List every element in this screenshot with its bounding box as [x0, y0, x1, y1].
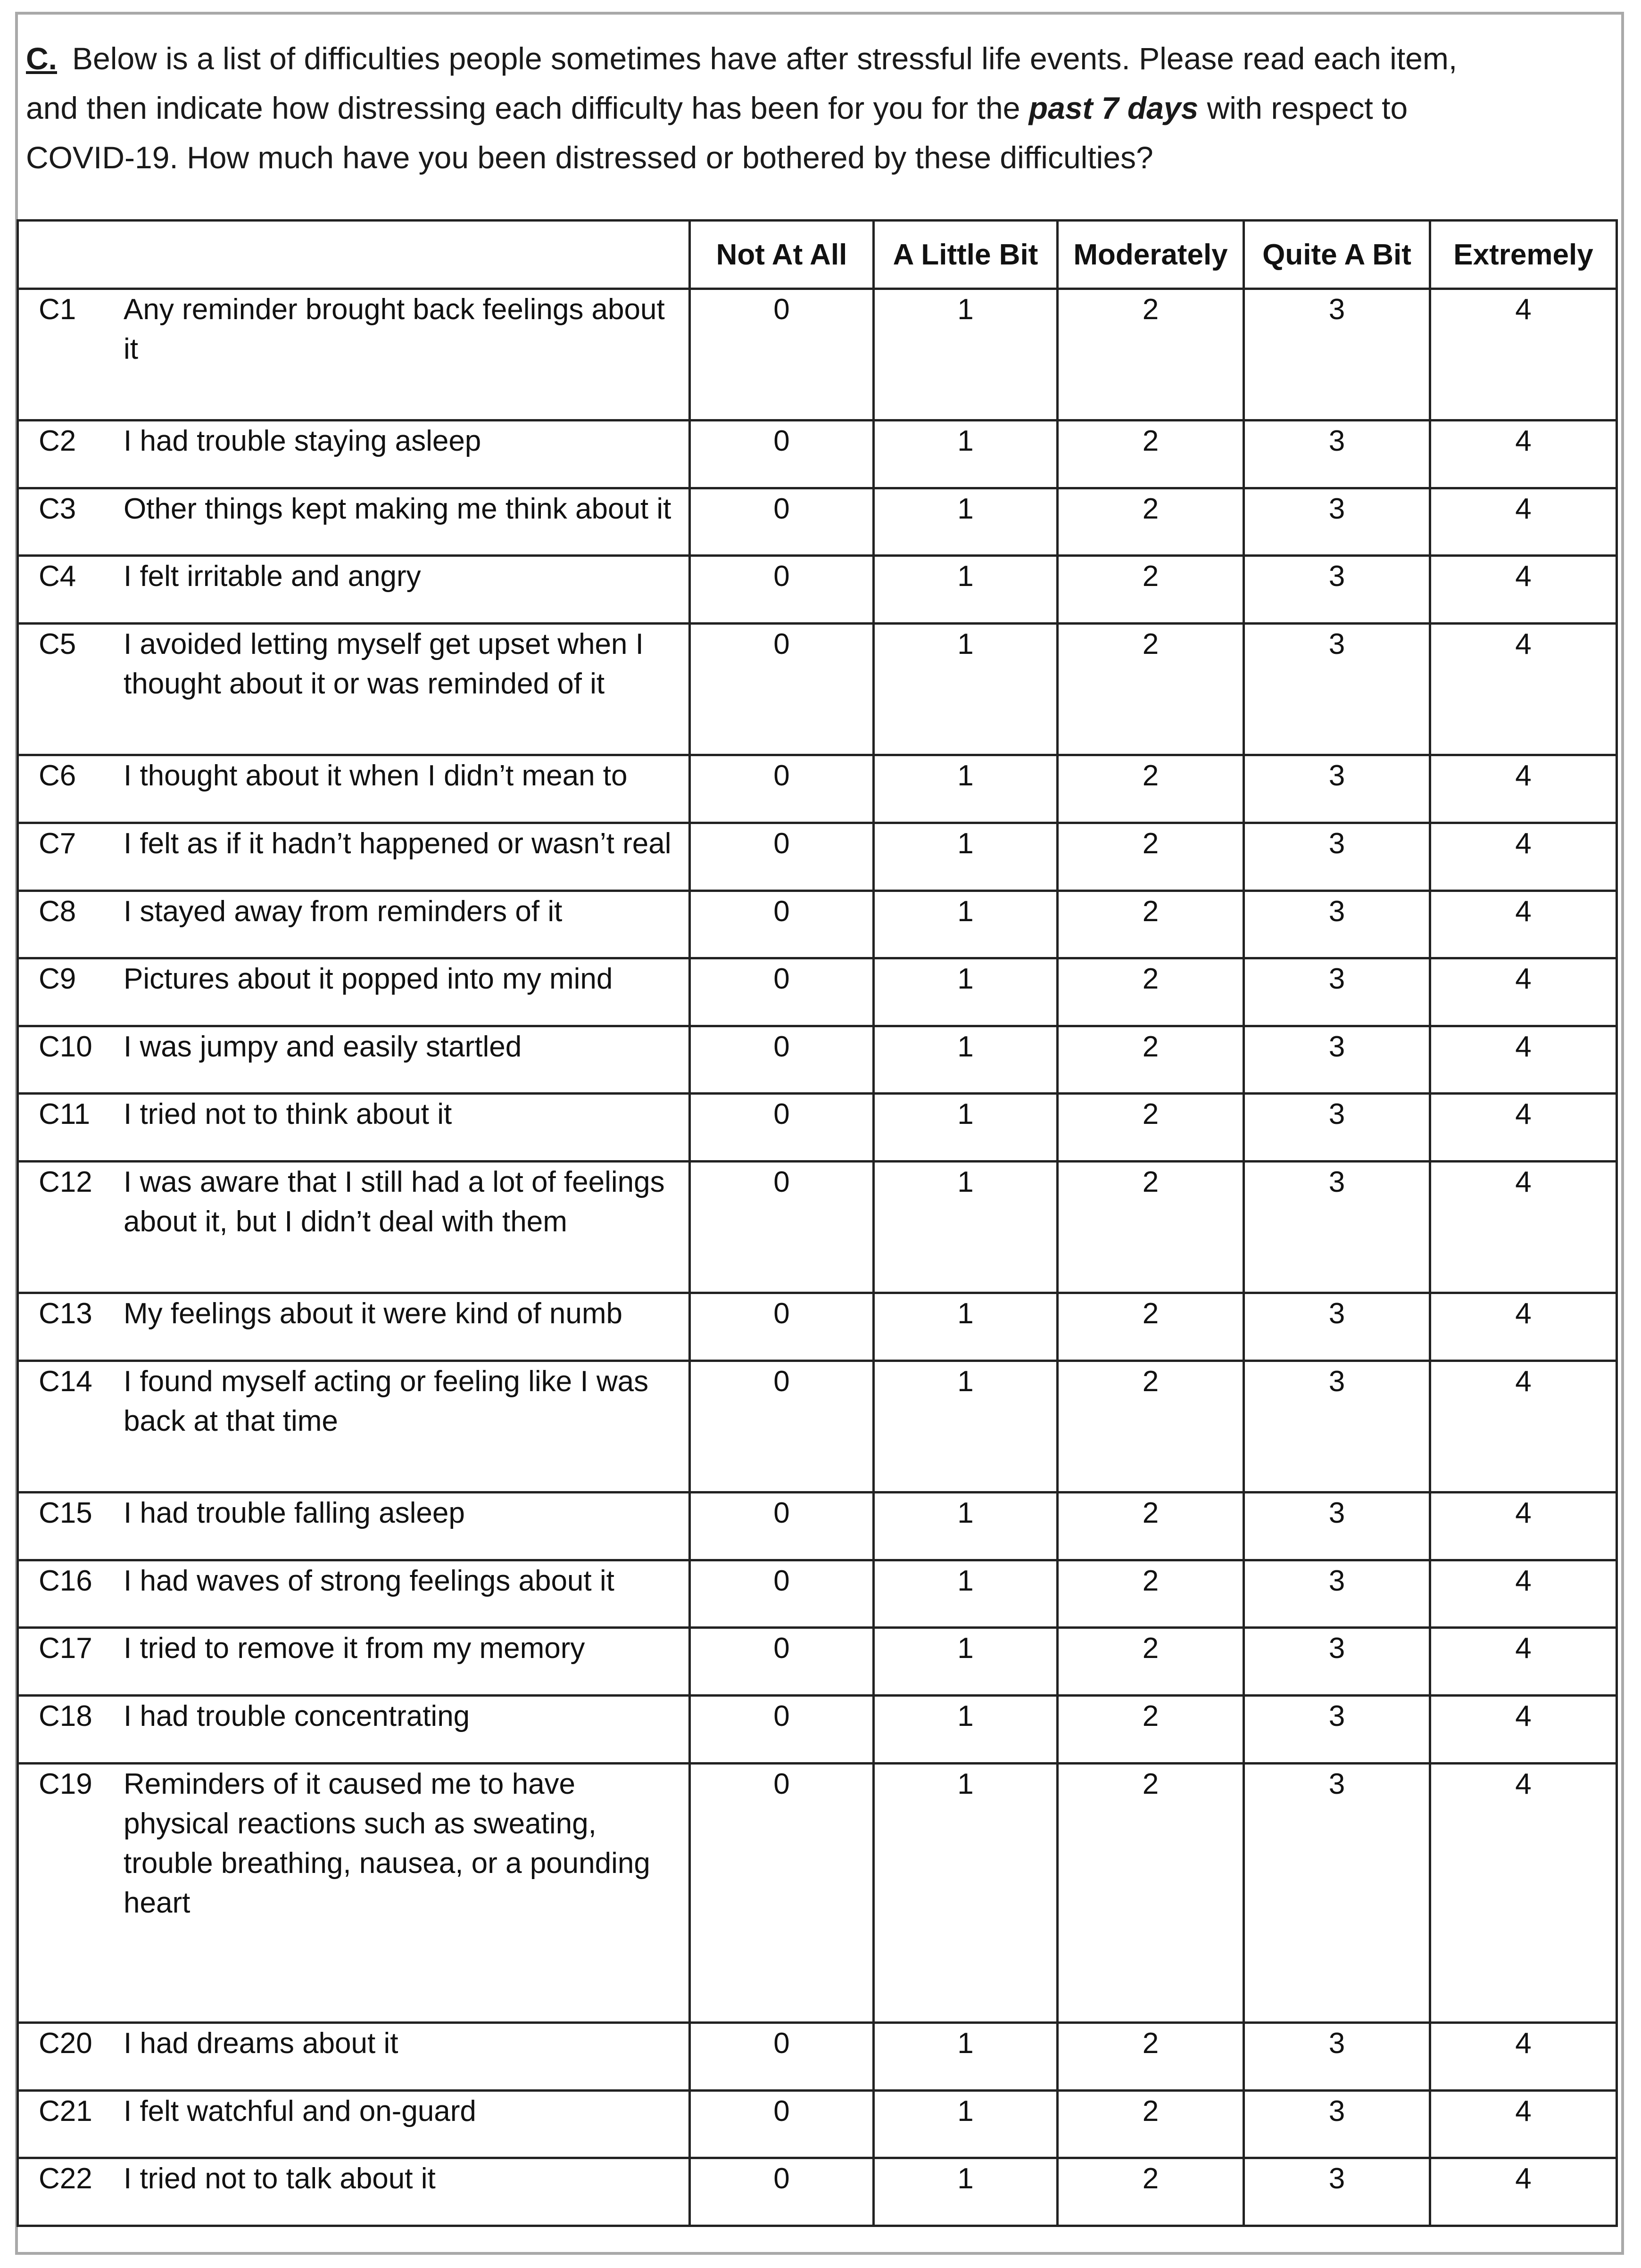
rating-option-not-at-all[interactable]: 0 — [690, 624, 874, 755]
column-header-a-little-bit: A Little Bit — [874, 221, 1058, 289]
table-row — [18, 1361, 1617, 1492]
item-text: I tried not to think about it — [124, 1098, 452, 1131]
item-text: I tried not to talk about it — [124, 2162, 436, 2195]
rating-option-quite-a-bit[interactable]: 3 — [1244, 1493, 1430, 1560]
rating-option-quite-a-bit[interactable]: 3 — [1244, 1695, 1430, 1763]
item-text: I tried to remove it from my memory — [124, 1632, 585, 1665]
rating-option-not-at-all[interactable]: 0 — [690, 1026, 874, 1094]
item-cell — [18, 1763, 690, 2022]
table-row — [18, 1560, 1617, 1628]
rating-option-quite-a-bit[interactable]: 3 — [1244, 2090, 1430, 2158]
rating-option-quite-a-bit[interactable]: 3 — [1244, 891, 1430, 958]
item-code: C19 — [39, 1767, 92, 1800]
rating-option-moderately[interactable]: 2 — [1058, 1361, 1244, 1492]
rating-option-moderately[interactable]: 2 — [1058, 488, 1244, 556]
rating-option-quite-a-bit[interactable]: 3 — [1244, 1763, 1430, 2022]
rating-option-a-little-bit[interactable]: 1 — [874, 1361, 1058, 1492]
rating-option-quite-a-bit[interactable]: 3 — [1244, 1560, 1430, 1628]
rating-option-a-little-bit[interactable]: 1 — [874, 823, 1058, 891]
rating-option-extremely[interactable]: 4 — [1430, 1763, 1617, 2022]
table-row — [18, 421, 1617, 488]
section-label: C. — [26, 41, 57, 76]
item-code: C11 — [39, 1098, 91, 1131]
item-text: I thought about it when I didn’t mean to — [124, 759, 628, 792]
item-text: I was aware that I still had a lot of feelings about it, but I didn’t deal with them — [124, 1166, 665, 1238]
rating-option-quite-a-bit[interactable]: 3 — [1244, 1361, 1430, 1492]
rating-option-a-little-bit[interactable]: 1 — [874, 1560, 1058, 1628]
table-row — [18, 755, 1617, 823]
rating-option-not-at-all[interactable]: 0 — [690, 2090, 874, 2158]
rating-option-moderately[interactable]: 2 — [1058, 823, 1244, 891]
rating-option-quite-a-bit[interactable]: 3 — [1244, 1628, 1430, 1696]
rating-table — [17, 219, 1618, 2227]
table-row — [18, 2022, 1617, 2090]
rating-option-extremely[interactable]: 4 — [1430, 624, 1617, 755]
rating-option-a-little-bit[interactable]: 1 — [874, 1763, 1058, 2022]
item-text: My feelings about it were kind of numb — [124, 1297, 622, 1330]
rating-option-quite-a-bit[interactable]: 3 — [1244, 2158, 1430, 2226]
item-cell — [18, 2158, 690, 2226]
table-row — [18, 1763, 1617, 2022]
item-text: I had trouble concentrating — [124, 1699, 470, 1732]
item-cell — [18, 2090, 690, 2158]
instructions — [26, 34, 1478, 182]
instructions-text-start: Below is a list of difficulties people sometimes have after stressful life events. Please read each item, and then indicate how distressing each difficulty has been for you for the — [26, 41, 1458, 125]
rating-option-not-at-all[interactable]: 0 — [690, 289, 874, 421]
item-cell — [18, 624, 690, 755]
rating-option-extremely[interactable]: 4 — [1430, 1361, 1617, 1492]
item-code: C17 — [39, 1632, 92, 1665]
item-text: Other things kept making me think about it — [124, 492, 671, 525]
item-code: C15 — [39, 1497, 92, 1530]
rating-option-moderately[interactable]: 2 — [1058, 1493, 1244, 1560]
table-row — [18, 2090, 1617, 2158]
table-row — [18, 1026, 1617, 1094]
item-cell — [18, 891, 690, 958]
item-cell — [18, 1361, 690, 1492]
rating-option-a-little-bit[interactable]: 1 — [874, 755, 1058, 823]
rating-option-quite-a-bit[interactable]: 3 — [1244, 624, 1430, 755]
table-row — [18, 624, 1617, 755]
table-row — [18, 556, 1617, 624]
rating-option-moderately[interactable]: 2 — [1058, 1026, 1244, 1094]
column-header-moderately: Moderately — [1058, 221, 1244, 289]
rating-option-a-little-bit[interactable]: 1 — [874, 2090, 1058, 2158]
item-cell — [18, 1493, 690, 1560]
item-code: C13 — [39, 1297, 92, 1330]
rating-option-quite-a-bit[interactable]: 3 — [1244, 755, 1430, 823]
rating-option-not-at-all[interactable]: 0 — [690, 2158, 874, 2226]
item-cell — [18, 1560, 690, 1628]
rating-option-not-at-all[interactable]: 0 — [690, 1763, 874, 2022]
rating-option-not-at-all[interactable]: 0 — [690, 823, 874, 891]
rating-option-not-at-all[interactable]: 0 — [690, 958, 874, 1026]
item-text: I had waves of strong feelings about it — [124, 1564, 614, 1597]
item-cell — [18, 488, 690, 556]
table-row — [18, 1628, 1617, 1696]
item-text: I had dreams about it — [124, 2027, 398, 2060]
item-code: C22 — [39, 2162, 92, 2195]
rating-option-moderately[interactable]: 2 — [1058, 1560, 1244, 1628]
rating-option-extremely[interactable]: 4 — [1430, 2022, 1617, 2090]
table-row — [18, 289, 1617, 421]
item-code: C7 — [39, 827, 76, 860]
item-cell — [18, 1026, 690, 1094]
item-cell — [18, 1094, 690, 1162]
rating-option-quite-a-bit[interactable]: 3 — [1244, 1094, 1430, 1162]
item-cell — [18, 1162, 690, 1293]
item-code: C9 — [39, 963, 76, 996]
item-cell — [18, 421, 690, 488]
rating-option-a-little-bit[interactable]: 1 — [874, 289, 1058, 421]
table-row — [18, 1094, 1617, 1162]
rating-option-moderately[interactable]: 2 — [1058, 1094, 1244, 1162]
item-text: I found myself acting or feeling like I was back at that time — [124, 1365, 649, 1437]
column-header-quite-a-bit: Quite A Bit — [1244, 221, 1430, 289]
rating-option-extremely[interactable]: 4 — [1430, 1493, 1617, 1560]
item-text: I felt watchful and on-guard — [124, 2095, 476, 2128]
rating-option-moderately[interactable]: 2 — [1058, 958, 1244, 1026]
item-cell — [18, 289, 690, 421]
item-code: C3 — [39, 492, 76, 525]
rating-option-extremely[interactable]: 4 — [1430, 2158, 1617, 2226]
column-header-extremely: Extremely — [1430, 221, 1617, 289]
rating-option-extremely[interactable]: 4 — [1430, 2090, 1617, 2158]
item-cell — [18, 823, 690, 891]
item-code: C16 — [39, 1564, 92, 1597]
column-header-not-at-all: Not At All — [690, 221, 874, 289]
rating-option-extremely[interactable]: 4 — [1430, 1695, 1617, 1763]
rating-option-moderately[interactable]: 2 — [1058, 1162, 1244, 1293]
rating-option-extremely[interactable]: 4 — [1430, 1560, 1617, 1628]
rating-option-quite-a-bit[interactable]: 3 — [1244, 823, 1430, 891]
rating-option-quite-a-bit[interactable]: 3 — [1244, 556, 1430, 624]
rating-option-not-at-all[interactable]: 0 — [690, 1094, 874, 1162]
rating-option-moderately[interactable]: 2 — [1058, 755, 1244, 823]
rating-option-quite-a-bit[interactable]: 3 — [1244, 958, 1430, 1026]
rating-option-extremely[interactable]: 4 — [1430, 421, 1617, 488]
rating-option-a-little-bit[interactable]: 1 — [874, 1293, 1058, 1361]
rating-option-extremely[interactable]: 4 — [1430, 1026, 1617, 1094]
rating-option-moderately[interactable]: 2 — [1058, 556, 1244, 624]
item-cell — [18, 2022, 690, 2090]
rating-option-not-at-all[interactable]: 0 — [690, 2022, 874, 2090]
rating-option-extremely[interactable]: 4 — [1430, 1293, 1617, 1361]
rating-option-a-little-bit[interactable]: 1 — [874, 958, 1058, 1026]
rating-option-quite-a-bit[interactable]: 3 — [1244, 421, 1430, 488]
rating-option-not-at-all[interactable]: 0 — [690, 1361, 874, 1492]
item-code: C20 — [39, 2027, 92, 2060]
rating-option-extremely[interactable]: 4 — [1430, 755, 1617, 823]
rating-option-moderately[interactable]: 2 — [1058, 891, 1244, 958]
rating-option-quite-a-bit[interactable]: 3 — [1244, 289, 1430, 421]
rating-option-moderately[interactable]: 2 — [1058, 1763, 1244, 2022]
item-text: I felt irritable and angry — [124, 560, 421, 593]
rating-option-quite-a-bit[interactable]: 3 — [1244, 1162, 1430, 1293]
header-row — [18, 221, 1617, 289]
item-code: C12 — [39, 1166, 92, 1199]
rating-option-moderately[interactable]: 2 — [1058, 2022, 1244, 2090]
item-code: C4 — [39, 560, 76, 593]
rating-option-not-at-all[interactable]: 0 — [690, 1695, 874, 1763]
table-row — [18, 2158, 1617, 2226]
rating-option-moderately[interactable]: 2 — [1058, 1695, 1244, 1763]
item-text: Pictures about it popped into my mind — [124, 963, 613, 996]
rating-option-moderately[interactable]: 2 — [1058, 624, 1244, 755]
rating-option-a-little-bit[interactable]: 1 — [874, 2158, 1058, 2226]
item-text: Any reminder brought back feelings about it — [124, 293, 665, 365]
rating-option-not-at-all[interactable]: 0 — [690, 891, 874, 958]
rating-option-not-at-all[interactable]: 0 — [690, 1628, 874, 1696]
rating-option-quite-a-bit[interactable]: 3 — [1244, 2022, 1430, 2090]
rating-option-a-little-bit[interactable]: 1 — [874, 1493, 1058, 1560]
item-cell — [18, 1695, 690, 1763]
table-body — [18, 289, 1617, 2226]
item-code: C8 — [39, 895, 76, 928]
rating-option-not-at-all[interactable]: 0 — [690, 556, 874, 624]
item-text: I had trouble staying asleep — [124, 425, 481, 458]
instructions-text-end: with respect to COVID-19. How much have you been distressed or bothered by these difficulties? — [26, 91, 1408, 175]
rating-option-a-little-bit[interactable]: 1 — [874, 556, 1058, 624]
rating-option-moderately[interactable]: 2 — [1058, 1628, 1244, 1696]
rating-option-a-little-bit[interactable]: 1 — [874, 1628, 1058, 1696]
item-text: I stayed away from reminders of it — [124, 895, 563, 928]
rating-option-extremely[interactable]: 4 — [1430, 488, 1617, 556]
item-code: C5 — [39, 628, 76, 661]
item-text: I avoided letting myself get upset when I thought about it or was reminded of it — [124, 628, 644, 701]
item-cell — [18, 1293, 690, 1361]
item-text: Reminders of it caused me to have physical reactions such as sweating, trouble breathing, nausea, or a pounding heart — [124, 1767, 650, 1919]
rating-option-extremely[interactable]: 4 — [1430, 958, 1617, 1026]
rating-option-quite-a-bit[interactable]: 3 — [1244, 488, 1430, 556]
rating-option-a-little-bit[interactable]: 1 — [874, 2022, 1058, 2090]
table-row — [18, 1695, 1617, 1763]
rating-option-extremely[interactable]: 4 — [1430, 1628, 1617, 1696]
item-cell — [18, 1628, 690, 1696]
item-text: I had trouble falling asleep — [124, 1497, 465, 1530]
rating-option-a-little-bit[interactable]: 1 — [874, 1094, 1058, 1162]
rating-option-extremely[interactable]: 4 — [1430, 289, 1617, 421]
rating-option-not-at-all[interactable]: 0 — [690, 1493, 874, 1560]
rating-option-moderately[interactable]: 2 — [1058, 421, 1244, 488]
rating-option-extremely[interactable]: 4 — [1430, 1094, 1617, 1162]
table-row — [18, 823, 1617, 891]
rating-option-extremely[interactable]: 4 — [1430, 891, 1617, 958]
item-code: C14 — [39, 1365, 92, 1398]
item-code: C18 — [39, 1699, 92, 1732]
item-cell — [18, 556, 690, 624]
table-row — [18, 958, 1617, 1026]
table-row — [18, 1493, 1617, 1560]
rating-option-moderately[interactable]: 2 — [1058, 2158, 1244, 2226]
table-row — [18, 1162, 1617, 1293]
rating-option-moderately[interactable]: 2 — [1058, 2090, 1244, 2158]
rating-option-not-at-all[interactable]: 0 — [690, 421, 874, 488]
item-code: C10 — [39, 1030, 92, 1063]
rating-option-quite-a-bit[interactable]: 3 — [1244, 1293, 1430, 1361]
rating-option-a-little-bit[interactable]: 1 — [874, 488, 1058, 556]
rating-option-a-little-bit[interactable]: 1 — [874, 624, 1058, 755]
table-row — [18, 1293, 1617, 1361]
rating-option-moderately[interactable]: 2 — [1058, 289, 1244, 421]
rating-option-a-little-bit[interactable]: 1 — [874, 1026, 1058, 1094]
table-row — [18, 488, 1617, 556]
item-text: I felt as if it hadn’t happened or wasn’t real — [124, 827, 671, 860]
rating-option-not-at-all[interactable]: 0 — [690, 488, 874, 556]
rating-option-extremely[interactable]: 4 — [1430, 556, 1617, 624]
item-code: C21 — [39, 2095, 92, 2128]
rating-option-a-little-bit[interactable]: 1 — [874, 1162, 1058, 1293]
item-text: I was jumpy and easily startled — [124, 1030, 522, 1063]
rating-option-not-at-all[interactable]: 0 — [690, 1560, 874, 1628]
rating-option-a-little-bit[interactable]: 1 — [874, 1695, 1058, 1763]
item-cell — [18, 755, 690, 823]
rating-option-quite-a-bit[interactable]: 3 — [1244, 1026, 1430, 1094]
item-code: C1 — [39, 293, 76, 326]
instructions-emphasis: past 7 days — [1028, 91, 1199, 125]
item-cell — [18, 958, 690, 1026]
rating-option-a-little-bit[interactable]: 1 — [874, 421, 1058, 488]
rating-option-extremely[interactable]: 4 — [1430, 1162, 1617, 1293]
rating-option-a-little-bit[interactable]: 1 — [874, 891, 1058, 958]
rating-option-not-at-all[interactable]: 0 — [690, 755, 874, 823]
rating-option-extremely[interactable]: 4 — [1430, 823, 1617, 891]
rating-option-moderately[interactable]: 2 — [1058, 1293, 1244, 1361]
rating-option-not-at-all[interactable]: 0 — [690, 1162, 874, 1293]
rating-option-not-at-all[interactable]: 0 — [690, 1293, 874, 1361]
table-row — [18, 891, 1617, 958]
item-code: C6 — [39, 759, 76, 792]
item-code: C2 — [39, 425, 76, 458]
header-item-cell — [18, 221, 690, 289]
